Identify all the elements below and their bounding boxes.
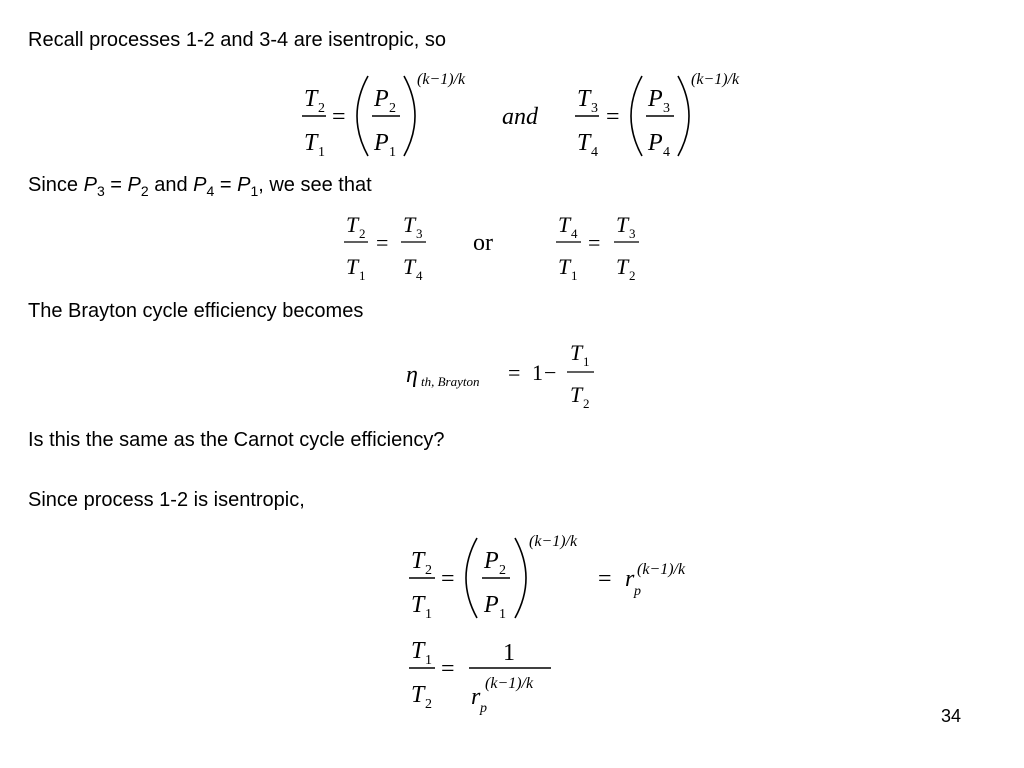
right-paren (515, 538, 526, 618)
equals-sign: = (441, 566, 455, 592)
right-paren (678, 76, 689, 156)
t3-subscript: 3 (591, 101, 598, 116)
p1-subscript: 1 (389, 145, 396, 160)
p4-symbol: P (648, 130, 663, 156)
t1-subscript: 1 (571, 268, 578, 283)
and-word: and (502, 104, 538, 130)
p1-sub: 1 (250, 183, 259, 199)
t1-symbol: T (346, 254, 359, 279)
minus-sign: − (544, 360, 557, 385)
or-word: or (473, 230, 493, 256)
t1-symbol: T (558, 254, 571, 279)
t4-symbol: T (558, 212, 571, 237)
p2-sub: 2 (140, 183, 149, 199)
equals-text: = (214, 174, 238, 196)
t1-symbol: T (570, 340, 583, 365)
eta-symbol: η (406, 362, 418, 388)
equals-sign: = (508, 360, 521, 385)
p3-text: P (83, 174, 97, 196)
p1-symbol: P (374, 130, 389, 156)
p3-symbol: P (648, 86, 663, 112)
efficiency-intro-line: The Brayton cycle efficiency becomes (28, 300, 364, 322)
one-number: 1 (532, 360, 543, 385)
p3-sub: 3 (96, 183, 105, 199)
p1-text: P (237, 174, 251, 196)
p3-subscript: 3 (663, 101, 670, 116)
t1-subscript: 1 (425, 607, 432, 622)
we-see-that-text: , we see that (258, 174, 372, 196)
t2-symbol: T (304, 86, 318, 112)
t1-symbol: T (411, 638, 425, 664)
t1-subscript: 1 (425, 653, 432, 668)
t1-symbol: T (411, 592, 425, 618)
equals-sign: = (588, 230, 601, 255)
p4-text: P (193, 174, 207, 196)
t2-symbol: T (346, 212, 359, 237)
t1-subscript: 1 (583, 354, 590, 369)
left-paren (357, 76, 368, 156)
exponent: (k−1)/k (417, 71, 466, 88)
r-symbol: r (471, 684, 481, 710)
exponent: (k−1)/k (485, 675, 534, 692)
p2-subscript: 2 (499, 563, 506, 578)
t2-subscript: 2 (425, 563, 432, 578)
p2-symbol: P (484, 548, 499, 574)
equals-text: = (104, 174, 128, 196)
t3-subscript: 3 (629, 226, 636, 241)
t2-symbol: T (411, 682, 425, 708)
t4-subscript: 4 (591, 145, 598, 160)
t3-symbol: T (577, 86, 591, 112)
exponent: (k−1)/k (691, 71, 740, 88)
equals-sign: = (441, 656, 455, 682)
t2-subscript: 2 (425, 697, 432, 712)
r-symbol: r (625, 566, 635, 592)
t4-symbol: T (403, 254, 416, 279)
p2-subscript: 2 (389, 101, 396, 116)
equals-sign: = (376, 230, 389, 255)
right-paren (404, 76, 415, 156)
exponent: (k−1)/k (637, 561, 686, 578)
t2-symbol: T (411, 548, 425, 574)
equals-sign: = (332, 104, 346, 130)
page-number: 34 (940, 706, 961, 726)
t3-subscript: 3 (416, 226, 423, 241)
pressure-equality-line (28, 173, 372, 197)
exponent: (k−1)/k (529, 533, 578, 550)
p4-sub: 4 (206, 183, 215, 199)
t2-subscript: 2 (359, 226, 366, 241)
t2-subscript: 2 (629, 268, 636, 283)
and-text: and (148, 174, 194, 196)
t2-symbol: T (616, 254, 629, 279)
temperature-ratio-equation (340, 204, 660, 284)
t4-subscript: 4 (416, 268, 423, 283)
carnot-question-line: Is this the same as the Carnot cycle efficiency? (28, 429, 445, 451)
intro-line: Recall processes 1-2 and 3-4 are isentropic, so (28, 29, 446, 51)
left-paren (631, 76, 642, 156)
isentropic-process-line: Since process 1-2 is isentropic, (28, 489, 305, 511)
since-text: Since (28, 174, 84, 196)
equals-sign: = (606, 104, 620, 130)
p4-subscript: 4 (663, 145, 670, 160)
t2-symbol: T (570, 382, 583, 407)
p2-text: P (127, 174, 141, 196)
t4-subscript: 4 (571, 226, 578, 241)
p1-symbol: P (484, 592, 499, 618)
t1-symbol: T (304, 130, 318, 156)
p-subscript: p (480, 701, 487, 716)
t3-symbol: T (403, 212, 416, 237)
t2-subscript: 2 (583, 396, 590, 411)
left-paren (466, 538, 477, 618)
p1-subscript: 1 (499, 607, 506, 622)
one-number: 1 (503, 640, 515, 666)
p-subscript: p (634, 584, 641, 599)
pressure-ratio-equation (405, 528, 705, 624)
eta-subscript: th, Brayton (421, 374, 480, 389)
t3-symbol: T (616, 212, 629, 237)
reciprocal-ratio-equation (405, 628, 565, 718)
t1-subscript: 1 (359, 268, 366, 283)
brayton-efficiency-equation (402, 336, 612, 416)
t4-symbol: T (577, 130, 591, 156)
p2-symbol: P (374, 86, 389, 112)
isentropic-relations-equation (290, 66, 760, 162)
t1-subscript: 1 (318, 145, 325, 160)
equals-sign: = (598, 566, 612, 592)
t2-subscript: 2 (318, 101, 325, 116)
